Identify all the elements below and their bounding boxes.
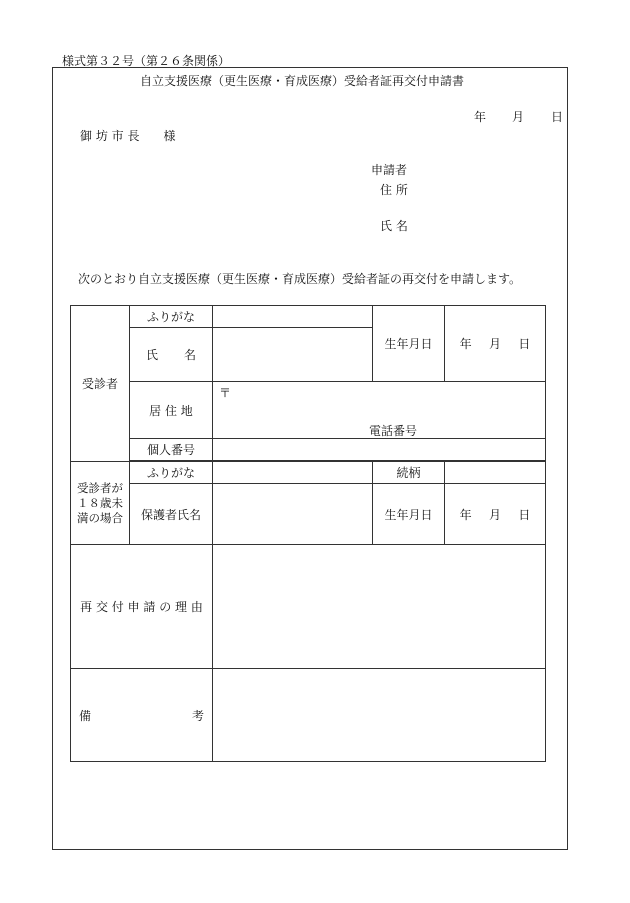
guardian-relation-label: 続柄: [373, 462, 445, 484]
guardian-birth-day: 日: [518, 507, 531, 522]
guardian-birth-field[interactable]: [445, 484, 546, 545]
guardian-furigana-field[interactable]: [213, 462, 373, 484]
patient-birth-label: 生年月日: [373, 306, 445, 382]
guardian-birth-year: 年: [459, 507, 472, 522]
form-title: 自立支援医療（更生医療・育成医療）受給者証再交付申請書: [140, 74, 465, 88]
guardian-section-label-line3: 満の場合: [77, 510, 123, 525]
addressee: 御 坊 市 長 様: [80, 129, 176, 143]
patient-birth-month: 月: [488, 337, 501, 351]
patient-phone-label: 電話番号: [369, 424, 418, 438]
guardian-name-label: 保護者氏名: [130, 484, 213, 545]
guardian-relation-field[interactable]: [445, 462, 546, 484]
patient-section-label: 受診者: [71, 306, 130, 462]
application-statement: 次のとおり自立支援医療（更生医療・育成医療）受給者証の再交付を申請します。: [78, 272, 522, 286]
patient-furigana-field[interactable]: [213, 306, 373, 328]
remarks-field[interactable]: [213, 669, 546, 762]
patient-birth-day: 日: [518, 337, 531, 351]
guardian-section-label-line1: 受診者が: [77, 480, 123, 495]
patient-residence-label: 居 住 地: [130, 382, 213, 439]
patient-name-field[interactable]: [213, 328, 373, 382]
remarks-label-cell: [71, 669, 213, 762]
patient-birth-field[interactable]: [445, 306, 546, 382]
application-table: [70, 305, 546, 762]
guardian-section-label: [71, 462, 130, 545]
remarks-label-1: 備: [79, 708, 92, 723]
patient-name-label-2: 名: [183, 348, 196, 362]
date-month-label: 月: [512, 110, 525, 124]
patient-birth-year: 年: [459, 337, 472, 351]
reason-field[interactable]: [213, 545, 546, 669]
applicant-name-label: 氏 名: [380, 219, 408, 233]
reason-label: 再 交 付 申 請 の 理 由: [71, 545, 213, 669]
applicant-label: 申請者: [371, 163, 408, 177]
patient-residence-field[interactable]: [213, 382, 546, 439]
guardian-birth-label: 生年月日: [373, 484, 445, 545]
remarks-label-2: 考: [191, 708, 204, 723]
guardian-name-field[interactable]: [213, 484, 373, 545]
patient-name-label-1: 氏: [146, 348, 159, 362]
patient-furigana-label: ふりがな: [130, 306, 213, 328]
guardian-section-label-line2: １８歳未: [77, 495, 123, 510]
guardian-furigana-label: ふりがな: [130, 462, 213, 484]
date-year-label: 年: [474, 110, 487, 124]
guardian-birth-month: 月: [488, 507, 501, 522]
patient-personal-number-label: 個人番号: [130, 439, 213, 461]
applicant-address-label: 住 所: [380, 183, 408, 197]
patient-personal-number-field[interactable]: [213, 439, 546, 461]
form-number: 様式第３２号（第２６条関係）: [62, 54, 231, 68]
postal-mark: 〒: [219, 386, 232, 400]
date-day-label: 日: [551, 110, 564, 124]
patient-name-label-cell: [130, 328, 213, 382]
